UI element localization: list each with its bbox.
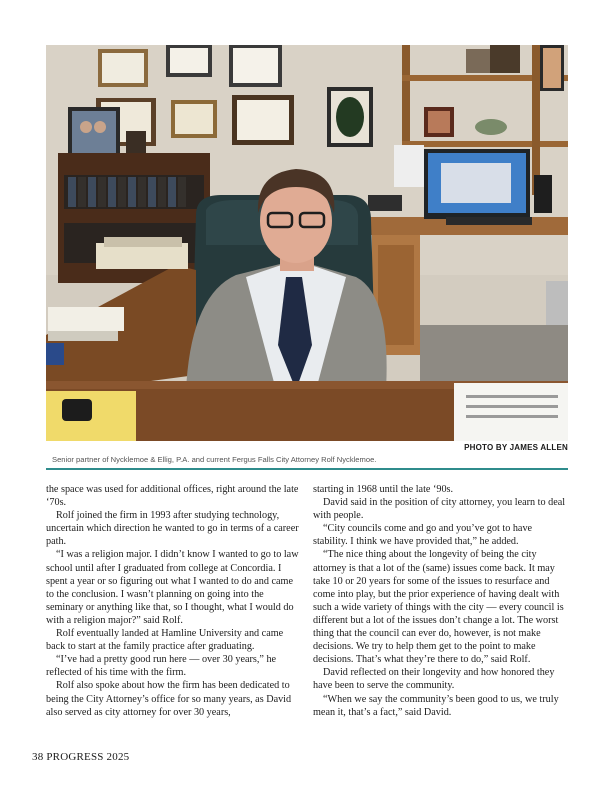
- page-footer: [32, 751, 129, 763]
- family-photo-frame: [68, 107, 120, 157]
- paragraph: starting in 1968 until the late ‘90s.: [313, 484, 454, 495]
- paragraph: David said in the position of city attorney, you learn to deal with people.: [313, 497, 566, 522]
- paragraph: “City councils come and go and you’ve got to have stability. I think we have provided that,” he added.: [313, 523, 533, 548]
- paragraph: “I was a religion major. I didn’t know I wanted to go to law school until after I graduated from college at Concordia. I spent a year or so figuring out what I wanted to do and came to the conclusion. I wasn’t planning on going into the seminary or anything like that, so I thought, what I would do with a religion major?” said Rolf.: [46, 549, 299, 626]
- caption-divider: [46, 468, 568, 470]
- front-desk: [46, 381, 568, 441]
- article-photo: [46, 45, 568, 441]
- paragraph: Rolf also spoke about how the firm has been dedicated to being the City Attorney’s office for so many years, as David also served as city attorney for over 30 years,: [46, 680, 292, 718]
- diploma-frame: [229, 45, 282, 87]
- paragraph: David reflected on their longevity and how honored they have been to serve the community.: [313, 667, 555, 692]
- photo-caption: Senior partner of Nycklemoe & Ellig, P.A. and current Fergus Falls City Attorney Rolf Nycklemoe.: [52, 455, 377, 464]
- photo-credit: PHOTO BY JAMES ALLEN: [464, 443, 568, 452]
- page-number: 38: [32, 751, 44, 763]
- article-column-right: [313, 483, 567, 719]
- diploma-frame: [166, 45, 212, 77]
- paragraph: “When we say the community’s been good to us, we truly mean it, that’s a fact,” said David.: [313, 693, 559, 718]
- diploma-frame: [232, 95, 294, 145]
- diploma-frame: [98, 49, 148, 87]
- picture-frame: [327, 87, 373, 147]
- paragraph: Rolf eventually landed at Hamline University and came back to start at the family practice after graduating.: [46, 628, 284, 653]
- article-column-left: [46, 483, 300, 719]
- paragraph: “The nice thing about the longevity of being the city attorney is that a lot of the (same) issues come back. It may take 10 or 20 years for some of the issues to resurface and come into play, but the prior experience of having dealt with such a wide variety of things with the city — every council is different but a lot of the issues don’t change a lot. The worst thing that the council can ever do, however, is not make decisions. We try to help them get to the point to make decisions. That’s what they’re there to do,” said Rolf.: [313, 549, 564, 666]
- diploma-frame: [171, 100, 217, 138]
- paragraph: “I’ve had a pretty good run here — over 30 years,” he reflected of his time with the firm.: [46, 654, 277, 679]
- publication-name: PROGRESS 2025: [46, 751, 130, 763]
- paragraph: Rolf joined the firm in 1993 after studying technology, uncertain which direction he wanted to go in terms of a career path.: [46, 510, 299, 548]
- paragraph: the space was used for additional offices, right around the late ‘70s.: [46, 484, 299, 509]
